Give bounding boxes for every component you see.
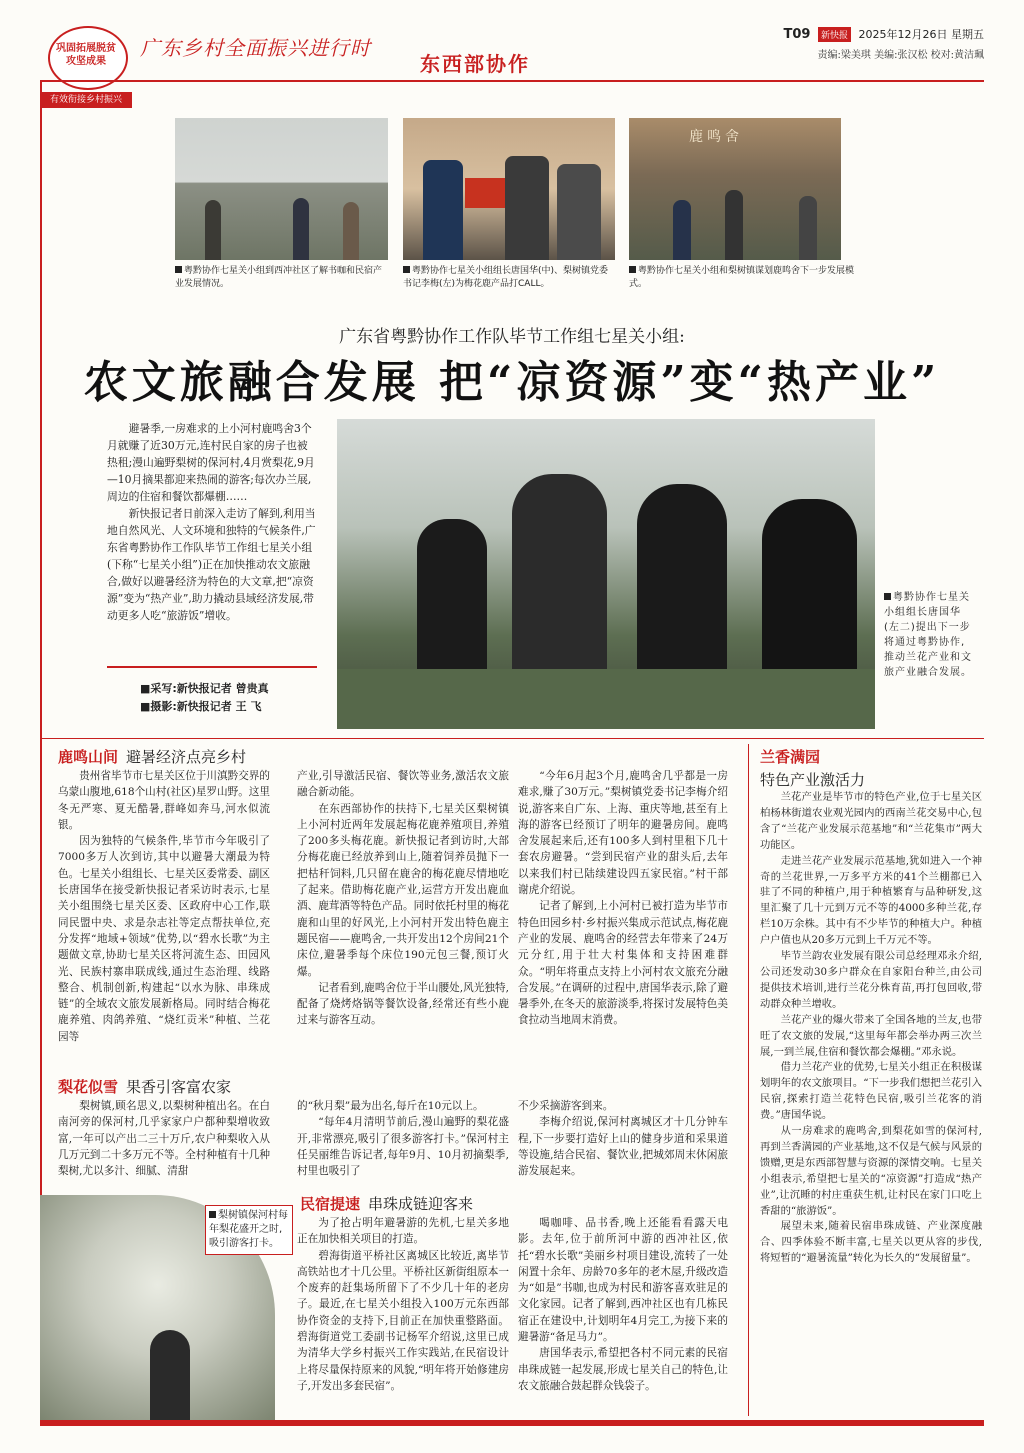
paper-logo: 新快报 (818, 27, 851, 42)
pear-photo-caption: 梨树镇保河村每年梨花盛开之时,吸引游客打卡。 (205, 1205, 293, 1255)
paragraph: 兰花产业的爆火带来了全国各地的兰友,也带旺了农文旅的发展,“这里每年都会举办两三次兰展,一到兰展,住宿和餐饮都会爆棚。”邓永说。 (760, 1013, 982, 1058)
byline-photographer: ■摄影:新快报记者 王 飞 (140, 700, 262, 713)
paragraph: 在东西部协作的扶持下,七星关区梨树镇上小河村近两年发展起梅花鹿养殖项目,养殖了200多头梅花鹿。新快报记者到访时,大部分梅花鹿已经放养到山上,随着饲养员抛下一把枯秆饲料,几只留在鹿舍的梅花鹿尽情地吃了起来。借助梅花鹿产业,运营方开发出鹿血酒、鹿茸酒等特色产品。同时依托村里的梅花鹿和山里的好风光,上小河村开发出特色鹿主题民宿——鹿鸣舍,一共开发出12个房间21个床位,避暑季每个床位190元包三餐,预订火爆。 (297, 802, 509, 978)
section-heading-orchid (760, 746, 865, 790)
main-photo-caption: 粤黔协作七星关小组组长唐国华(左二)提出下一步将通过粤黔协作,推动兰花产业和文旅产业融合发展。 (884, 592, 972, 678)
section-lead: 民宿提速 (300, 1195, 361, 1213)
photo-caption-2: 粤黔协作七星关小组组长唐国华(中)、梨树镇党委书记李梅(左)为梅花鹿产品打CALL。 (403, 266, 609, 289)
photo-caption-1: 粤黔协作七星关小组到西冲社区了解书咖和民宿产业发展情况。 (175, 266, 383, 289)
paragraph: 不少采摘游客到来。 (518, 1100, 614, 1112)
section-title: 特色产业激活力 (760, 771, 866, 789)
section-separator (40, 738, 984, 739)
footer-bar (40, 1420, 984, 1426)
masthead-rule (40, 80, 984, 82)
masthead-slogan: 广东乡村全面振兴进行时 (140, 36, 371, 60)
badge-strip: 有效衔接乡村振兴 (40, 92, 132, 108)
section-lead: 兰香满园 (760, 748, 821, 766)
paragraph: 贵州省毕节市七星关区位于川滇黔交界的乌蒙山腹地,618个山村(社区)星罗山野。这里冬无严寒、夏无酷暑,群峰如奔马,河水似流银。 (58, 770, 270, 831)
paragraph: 唐国华表示,希望把各村不同元素的民宿串珠成链一起发展,形成七星关自己的特色,让农文旅融合鼓起群众钱袋子。 (518, 1347, 728, 1392)
section1-col2 (297, 768, 509, 1029)
paragraph: 的“秋月梨”最为出名,每斤在10元以上。 (297, 1100, 484, 1112)
issue-date: 2025年12月26日 星期五 (858, 28, 984, 41)
section3-col2 (297, 1215, 509, 1394)
paragraph: 产业,引导激活民宿、餐饮等业务,激活农文旅融合新动能。 (297, 770, 509, 799)
section-lead: 梨花似雪 (58, 1078, 119, 1096)
section-heading-pear (58, 1076, 231, 1097)
section1-col1 (58, 768, 270, 1045)
inn-sign: 鹿鸣舍 (689, 129, 743, 145)
page-number: T09 (783, 27, 811, 42)
intro-paragraph: 新快报记者日前深入走访了解到,利用当地自然风光、人文环境和独特的气候条件,广东省粤黔协作工作队毕节工作组七星关小组(下称“七星关小组”)正在加快推动农文旅融合,做好以避暑经济为特色的大文章,把“凉资源”变为“热产业”,助力撬动县域经济发展,带动更多人吃“旅游饭”增收。 (107, 507, 316, 622)
paragraph: 梨树镇,顾名思义,以梨树种植出名。在白南河旁的保河村,几乎家家户户都种梨增收致富,一年可以产出二三十万斤,农户种梨收入从几万元到二十多万元不等。全村种植有十几种梨树,尤以多汁、细腻、清甜 (58, 1100, 270, 1178)
paragraph: 记者看到,鹿鸣舍位于半山腰处,风光独特,配备了烧烤烙锅等餐饮设备,经常还有些小鹿过来与游客互动。 (297, 981, 509, 1027)
editor-credits: 责编:梁美琪 美编:张汉松 校对:黄洁珮 (817, 50, 984, 61)
paragraph: 记者了解到,上小河村已被打造为毕节市特色田园乡村·乡村振兴集成示范试点,梅花鹿产业的发展、鹿鸣舍的经营去年带来了24万元分红,用于壮大村集体和支持困难群众。“明年将重点支持上小河村农文旅充分融合发展。”在调研的过程中,唐国华表示,除了避暑季外,在冬天的旅游淡季,将探讨发展特色美食拉动当地周末消费。 (518, 900, 728, 1027)
badge-text: 巩固拓展脱贫攻坚成果 (56, 43, 116, 67)
column-rule (748, 744, 749, 1416)
paragraph: 为了抢占明年避暑游的先机,七星关多地正在加快相关项目的打造。 (297, 1217, 509, 1246)
article-subtitle: 广东省粤黔协作工作队毕节工作组七星关小组: (339, 327, 685, 347)
photo-orchid-greenhouse (337, 419, 875, 729)
section2-col3 (518, 1098, 728, 1179)
photo-xichong-visit (175, 118, 388, 260)
photo-luming-inn (629, 118, 841, 260)
section-heading-luming (58, 746, 246, 767)
paragraph: 兰花产业是毕节市的特色产业,位于七星关区柏杨林街道农业观光园内的西南兰花交易中心,包含了“兰花产业发展示范基地”和“兰花集市”两大功能区。 (760, 791, 982, 851)
section2-col1 (58, 1098, 270, 1179)
byline-writer: ■采写:新快报记者 曾贵真 (140, 682, 269, 695)
section-title: 串珠成链迎客来 (368, 1195, 474, 1213)
section3-col3 (518, 1215, 728, 1394)
section1-col3 (518, 768, 728, 1029)
paragraph: “今年6月起3个月,鹿鸣舍几乎都是一房难求,赚了30万元。”梨树镇党委书记李梅介绍说,游客来自广东、上海、重庆等地,甚至有上海的游客已经预订了明年的避暑房间。鹿鸣舍发展起来后,还有100多人到村里租下几十套农房避暑。“尝到民宿产业的甜头后,去年以来我们村已陆续建设四五家民宿。”村干部谢虎介绍说。 (518, 770, 728, 897)
paragraph: 因为独特的气候条件,毕节市今年吸引了7000多万人次到访,其中以避暑大潮最为特色。七星关小组组长、七星关区委常委、副区长唐国华在接受新快报记者采访时表示,七星关小组围绕七星关区委、区政府中心工作,联同民盟中央、求是杂志社等定点帮扶单位,充分发挥“地域+领域”优势,以“碧水长歌”为主题做文章,协助七星关区将河流生态、田园风光、民族村寨串联成线,通过生态治理、线路整合、机制创新,构建起“以水为脉、串珠成链”的全域农文旅发展新格局。同时结合梅花鹿养殖、肉鸽养殖、“烧红贡米”种植、兰花园等 (58, 835, 270, 1043)
photo-deer-product (403, 118, 615, 260)
paragraph: 借力兰花产业的优势,七星关小组正在积极谋划明年的农文旅项目。“下一步我们想把兰花引入民宿,探索打造兰花特色民宿,吸引兰花客的消费。”唐国华说。 (760, 1061, 982, 1122)
page-info (784, 26, 984, 61)
article-title: 农文旅融合发展 把“凉资源”变“热产业” (83, 357, 941, 408)
paragraph: 毕节兰韵农业发展有限公司总经理邓永介绍,公司还发动30多户群众在自家阳台种兰,由公司提供技术培训,进行兰花分株育苗,再打包回收,带动群众种兰增收。 (760, 950, 982, 1010)
section2-col2 (297, 1098, 509, 1179)
paragraph: 展望未来,随着民宿串珠成链、产业深度融合、四季体验不断丰富,七星关以更从容的步伐,将短暂的“避暑流量”转化为长久的“发展留量”。 (760, 1220, 982, 1265)
section-title: 果香引客富农家 (126, 1078, 232, 1096)
section-title: 避暑经济点亮乡村 (126, 748, 247, 766)
intro-rule (107, 666, 317, 668)
section-lead: 鹿鸣山间 (58, 748, 119, 766)
paragraph: 李梅介绍说,保河村离城区才十几分钟车程,下一步要打造好上山的健身步道和采果道等设施,结合民宿、餐饮业,把城郊周末休闲旅游发展起来。 (518, 1116, 728, 1178)
section-heading-homestay (300, 1193, 473, 1214)
paragraph: “每年4月清明节前后,漫山遍野的梨花盛开,非常漂亮,吸引了很多游客打卡。”保河村主任吴丽维告诉记者,每年9月、10月初摘梨季,村里也吸引了 (297, 1116, 509, 1178)
paragraph: 从一房难求的鹿鸣舍,到梨花如雪的保河村,再到兰香满园的产业基地,这不仅是气候与风景的馈赠,更是东西部智慧与资源的深情交响。七星关小组表示,希望把七星关的“凉资源”打造成“热产业”,让沉睡的村庄重获生机,让村民在家门口吃上香甜的“旅游饭”。 (760, 1125, 982, 1217)
section4-col4 (760, 790, 982, 1267)
paragraph: 走进兰花产业发展示范基地,犹如进入一个神奇的兰花世界,一万多平方米的41个兰棚都已入驻了不同的种植户,用于种植繁育与品种研发,这里汇聚了几十元到万元不等的4000多种兰花,存栏10万余株。其中有不少毕节的种植大户。种植户户值也从20多万元到上千万元不等。 (760, 854, 982, 947)
photo-caption-3: 粤黔协作七星关小组和梨树镇谋划鹿鸣舍下一步发展模式。 (629, 266, 855, 289)
paragraph: 喝咖啡、品书香,晚上还能看看露天电影。去年,位于前所河中游的西冲社区,依托“碧水长歌”美丽乡村项目建设,流转了一处闲置十余年、房龄70多年的老木屋,升级改造为“如是”书咖,也成为村民和游客喜欢驻足的文化家园。记者了解到,西冲社区也有几栋民宿正在建设中,计划明年4月完工,为接下来的避暑游“备足马力”。 (518, 1217, 728, 1344)
paragraph: 碧海街道平桥社区离城区比较近,离毕节高铁站也才十几公里。平桥社区新街组原本一个废弃的赶集场所留下了不少几十年的老房子。最近,在七星关小组投入100万元东西部协作资金的支持下,目前正在加快重整路面。碧海街道党工委副书记杨军介绍说,这里已成为清华大学乡村振兴工作实践站,在民宿设计上将尽量保持原来的风貌,“明年将开始修建房子,开发出多套民宿”。 (297, 1249, 509, 1392)
article-intro (107, 420, 317, 624)
byline (140, 680, 269, 716)
intro-paragraph: 避暑季,一房难求的上小河村鹿鸣舍3个月就赚了近30万元,连村民自家的房子也被热租;漫山遍野梨树的保河村,4月赏梨花,9月—10月摘果都迎来热闹的游客;每次办兰展,周边的住宿和餐饮都爆棚…… (107, 422, 315, 503)
section-name: 东西部协作 (420, 52, 530, 76)
